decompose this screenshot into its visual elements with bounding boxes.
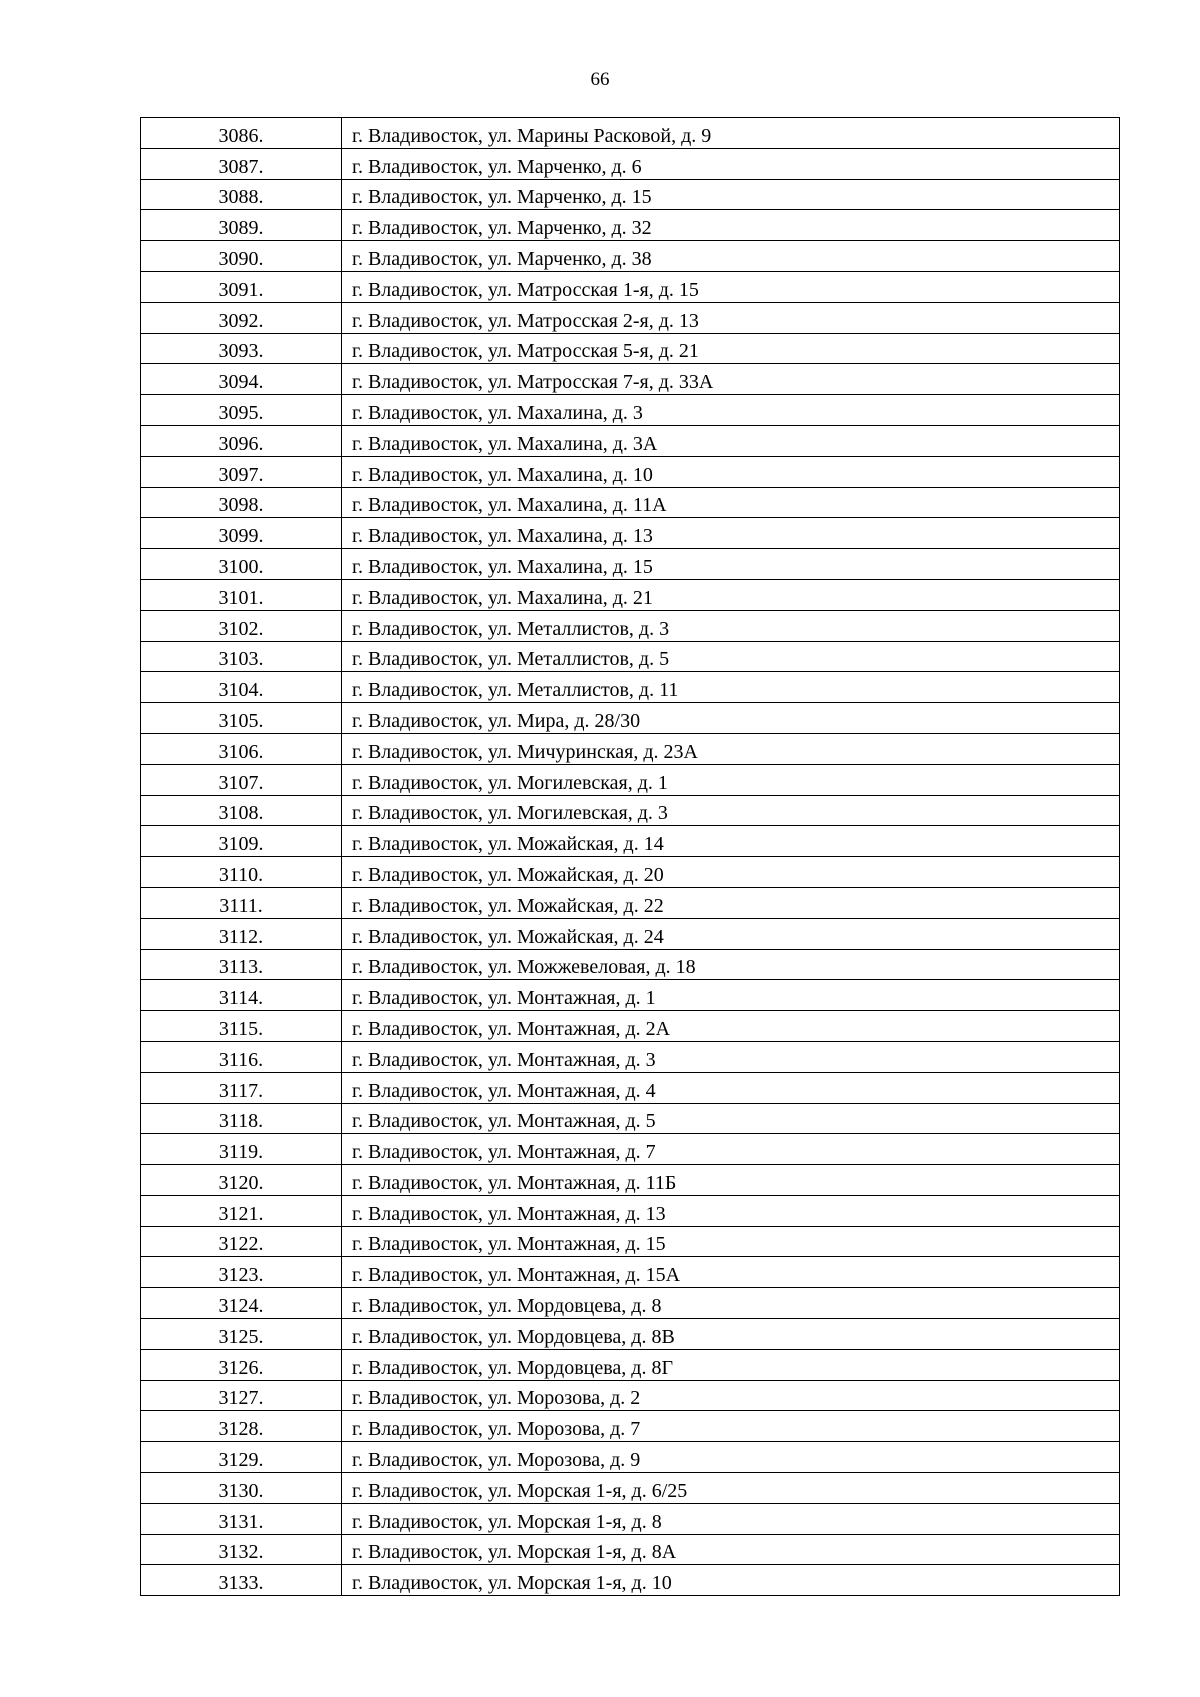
row-number: 3104.	[218, 679, 264, 702]
row-number: 3108.	[218, 802, 264, 825]
row-number-cell	[141, 579, 342, 610]
row-number-cell	[141, 425, 342, 456]
table-row	[141, 1411, 1120, 1442]
address-text: г. Владивосток, ул. Морозова, д. 7	[352, 1418, 641, 1441]
row-number-cell	[141, 703, 342, 734]
address-cell	[342, 1411, 1120, 1442]
address-text: г. Владивосток, ул. Марченко, д. 38	[352, 247, 652, 270]
address-cell	[342, 456, 1120, 487]
row-number-cell	[141, 456, 342, 487]
address-text: г. Владивосток, ул. Махалина, д. 11А	[352, 494, 667, 517]
table-row	[141, 1565, 1120, 1596]
address-text: г. Владивосток, ул. Махалина, д. 3А	[352, 432, 658, 455]
row-number: 3126.	[218, 1356, 264, 1379]
row-number-cell	[141, 1349, 342, 1380]
table-row	[141, 1534, 1120, 1565]
row-number: 3096.	[218, 432, 264, 455]
row-number-cell	[141, 857, 342, 888]
address-text: г. Владивосток, ул. Матросская 1-я, д. 15	[352, 278, 699, 301]
address-text: г. Владивосток, ул. Можайская, д. 14	[352, 833, 664, 856]
address-text: г. Владивосток, ул. Махалина, д. 21	[352, 586, 653, 609]
table-row	[141, 1319, 1120, 1350]
row-number-cell	[141, 1380, 342, 1411]
row-number-cell	[141, 733, 342, 764]
row-number: 3106.	[218, 740, 264, 763]
row-number: 3090.	[218, 247, 264, 270]
table-row	[141, 364, 1120, 395]
row-number: 3105.	[218, 709, 264, 732]
address-cell	[342, 1473, 1120, 1504]
address-cell	[342, 918, 1120, 949]
row-number: 3119.	[218, 1141, 264, 1164]
row-number: 3113.	[218, 956, 264, 979]
table-row	[141, 949, 1120, 980]
row-number-cell	[141, 1134, 342, 1165]
row-number: 3092.	[218, 309, 264, 332]
address-cell	[342, 764, 1120, 795]
row-number: 3107.	[218, 771, 264, 794]
address-cell	[342, 1534, 1120, 1565]
table-row	[141, 271, 1120, 302]
row-number: 3122.	[218, 1233, 264, 1256]
row-number-cell	[141, 1288, 342, 1319]
address-cell	[342, 1226, 1120, 1257]
row-number: 3109.	[218, 833, 264, 856]
address-text: г. Владивосток, ул. Монтажная, д. 5	[352, 1110, 656, 1133]
table-row	[141, 918, 1120, 949]
address-cell	[342, 271, 1120, 302]
address-cell	[342, 1195, 1120, 1226]
address-cell	[342, 302, 1120, 333]
address-cell	[342, 579, 1120, 610]
table-row	[141, 1072, 1120, 1103]
address-table	[140, 117, 1120, 1596]
row-number-cell	[141, 1503, 342, 1534]
row-number-cell	[141, 826, 342, 857]
row-number-cell	[141, 610, 342, 641]
table-row	[141, 549, 1120, 580]
address-text: г. Владивосток, ул. Морозова, д. 2	[352, 1387, 641, 1410]
address-cell	[342, 364, 1120, 395]
row-number-cell	[141, 1103, 342, 1134]
address-text: г. Владивосток, ул. Матросская 7-я, д. 33А	[352, 371, 714, 394]
address-text: г. Владивосток, ул. Морская 1-я, д. 8А	[352, 1541, 677, 1564]
row-number: 3110.	[218, 863, 264, 886]
address-cell	[342, 118, 1120, 149]
row-number: 3132.	[218, 1541, 264, 1564]
row-number-cell	[141, 764, 342, 795]
row-number: 3125.	[218, 1325, 264, 1348]
row-number: 3124.	[218, 1295, 264, 1318]
table-row	[141, 1349, 1120, 1380]
address-text: г. Владивосток, ул. Махалина, д. 10	[352, 463, 653, 486]
table-row	[141, 733, 1120, 764]
row-number: 3129.	[218, 1449, 264, 1472]
row-number-cell	[141, 271, 342, 302]
table-row	[141, 672, 1120, 703]
address-text: г. Владивосток, ул. Морская 1-я, д. 10	[352, 1572, 672, 1595]
row-number: 3095.	[218, 401, 264, 424]
row-number: 3131.	[218, 1510, 264, 1533]
row-number-cell	[141, 949, 342, 980]
table-row	[141, 1165, 1120, 1196]
address-text: г. Владивосток, ул. Монтажная, д. 11Б	[352, 1171, 677, 1194]
table-row	[141, 1380, 1120, 1411]
row-number: 3130.	[218, 1479, 264, 1502]
address-cell	[342, 610, 1120, 641]
table-row	[141, 179, 1120, 210]
address-text: г. Владивосток, ул. Марины Расковой, д. 9	[352, 124, 712, 147]
table-row	[141, 857, 1120, 888]
address-text: г. Владивосток, ул. Монтажная, д. 2А	[352, 1017, 671, 1040]
row-number: 3133.	[218, 1572, 264, 1595]
row-number: 3115.	[218, 1017, 264, 1040]
row-number-cell	[141, 210, 342, 241]
table-row	[141, 395, 1120, 426]
row-number-cell	[141, 1195, 342, 1226]
row-number: 3123.	[218, 1264, 264, 1287]
table-row	[141, 1041, 1120, 1072]
address-cell	[342, 1380, 1120, 1411]
table-row	[141, 579, 1120, 610]
address-text: г. Владивосток, ул. Можайская, д. 24	[352, 925, 664, 948]
address-text: г. Владивосток, ул. Мордовцева, д. 8В	[352, 1325, 675, 1348]
address-cell	[342, 1565, 1120, 1596]
address-cell	[342, 518, 1120, 549]
address-cell	[342, 857, 1120, 888]
table-row	[141, 1288, 1120, 1319]
row-number-cell	[141, 1072, 342, 1103]
address-cell	[342, 703, 1120, 734]
address-cell	[342, 1503, 1120, 1534]
row-number: 3102.	[218, 617, 264, 640]
row-number-cell	[141, 395, 342, 426]
row-number: 3088.	[218, 186, 264, 209]
address-text: г. Владивосток, ул. Монтажная, д. 7	[352, 1141, 656, 1164]
table-row	[141, 1103, 1120, 1134]
row-number: 3103.	[218, 648, 264, 671]
address-text: г. Владивосток, ул. Монтажная, д. 15	[352, 1233, 666, 1256]
row-number-cell	[141, 549, 342, 580]
row-number-cell	[141, 672, 342, 703]
address-cell	[342, 1257, 1120, 1288]
row-number: 3098.	[218, 494, 264, 517]
address-text: г. Владивосток, ул. Махалина, д. 15	[352, 555, 653, 578]
row-number-cell	[141, 487, 342, 518]
address-cell	[342, 826, 1120, 857]
address-text: г. Владивосток, ул. Марченко, д. 32	[352, 217, 652, 240]
row-number-cell	[141, 641, 342, 672]
address-cell	[342, 179, 1120, 210]
table-row	[141, 1442, 1120, 1473]
row-number-cell	[141, 364, 342, 395]
address-text: г. Владивосток, ул. Монтажная, д. 13	[352, 1202, 666, 1225]
row-number: 3112.	[218, 925, 264, 948]
row-number-cell	[141, 518, 342, 549]
row-number: 3114.	[218, 987, 264, 1010]
row-number-cell	[141, 179, 342, 210]
table-row	[141, 456, 1120, 487]
address-text: г. Владивосток, ул. Монтажная, д. 15А	[352, 1264, 681, 1287]
address-text: г. Владивосток, ул. Мира, д. 28/30	[352, 709, 641, 732]
address-cell	[342, 733, 1120, 764]
row-number-cell	[141, 302, 342, 333]
address-text: г. Владивосток, ул. Морская 1-я, д. 8	[352, 1510, 662, 1533]
address-cell	[342, 425, 1120, 456]
row-number: 3118.	[218, 1110, 264, 1133]
row-number-cell	[141, 1442, 342, 1473]
table-row	[141, 148, 1120, 179]
address-cell	[342, 1288, 1120, 1319]
address-cell	[342, 795, 1120, 826]
row-number: 3116.	[218, 1048, 264, 1071]
address-text: г. Владивосток, ул. Мордовцева, д. 8	[352, 1295, 662, 1318]
row-number: 3127.	[218, 1387, 264, 1410]
address-cell	[342, 395, 1120, 426]
address-text: г. Владивосток, ул. Можайская, д. 22	[352, 894, 664, 917]
row-number-cell	[141, 148, 342, 179]
row-number: 3128.	[218, 1418, 264, 1441]
row-number-cell	[141, 1319, 342, 1350]
table-row	[141, 610, 1120, 641]
row-number: 3093.	[218, 340, 264, 363]
table-body	[141, 118, 1120, 1596]
address-cell	[342, 487, 1120, 518]
table-row	[141, 1473, 1120, 1504]
row-number: 3089.	[218, 217, 264, 240]
row-number: 3087.	[218, 155, 264, 178]
row-number: 3099.	[218, 525, 264, 548]
address-text: г. Владивосток, ул. Металлистов, д. 5	[352, 648, 670, 671]
address-text: г. Владивосток, ул. Можжевеловая, д. 18	[352, 956, 696, 979]
table-row	[141, 1257, 1120, 1288]
address-cell	[342, 148, 1120, 179]
table-row	[141, 1011, 1120, 1042]
address-cell	[342, 980, 1120, 1011]
row-number-cell	[141, 1011, 342, 1042]
row-number-cell	[141, 118, 342, 149]
row-number-cell	[141, 1565, 342, 1596]
table-row	[141, 703, 1120, 734]
table-row	[141, 333, 1120, 364]
row-number: 3101.	[218, 586, 264, 609]
address-cell	[342, 1134, 1120, 1165]
address-cell	[342, 1011, 1120, 1042]
table-row	[141, 302, 1120, 333]
table-row	[141, 1503, 1120, 1534]
row-number-cell	[141, 795, 342, 826]
row-number-cell	[141, 1041, 342, 1072]
address-cell	[342, 672, 1120, 703]
row-number: 3117.	[218, 1079, 264, 1102]
table-row	[141, 241, 1120, 272]
address-cell	[342, 1442, 1120, 1473]
address-text: г. Владивосток, ул. Морозова, д. 9	[352, 1449, 641, 1472]
table-row	[141, 887, 1120, 918]
address-cell	[342, 241, 1120, 272]
table-row	[141, 764, 1120, 795]
page-number: 66	[590, 69, 610, 90]
address-text: г. Владивосток, ул. Марченко, д. 15	[352, 186, 652, 209]
address-text: г. Владивосток, ул. Марченко, д. 6	[352, 155, 642, 178]
address-cell	[342, 333, 1120, 364]
address-text: г. Владивосток, ул. Мичуринская, д. 23А	[352, 740, 698, 763]
address-cell	[342, 1165, 1120, 1196]
row-number-cell	[141, 333, 342, 364]
address-cell	[342, 1103, 1120, 1134]
address-text: г. Владивосток, ул. Могилевская, д. 3	[352, 802, 668, 825]
address-text: г. Владивосток, ул. Монтажная, д. 1	[352, 987, 656, 1010]
table-row	[141, 518, 1120, 549]
row-number: 3097.	[218, 463, 264, 486]
address-text: г. Владивосток, ул. Махалина, д. 13	[352, 525, 653, 548]
row-number: 3086.	[218, 124, 264, 147]
address-text: г. Владивосток, ул. Металлистов, д. 3	[352, 617, 670, 640]
address-text: г. Владивосток, ул. Могилевская, д. 1	[352, 771, 668, 794]
address-text: г. Владивосток, ул. Монтажная, д. 4	[352, 1079, 656, 1102]
address-cell	[342, 887, 1120, 918]
row-number: 3094.	[218, 371, 264, 394]
address-cell	[342, 1072, 1120, 1103]
address-text: г. Владивосток, ул. Можайская, д. 20	[352, 863, 664, 886]
table-row	[141, 1134, 1120, 1165]
table-row	[141, 826, 1120, 857]
address-cell	[342, 549, 1120, 580]
table-row	[141, 425, 1120, 456]
row-number: 3111.	[219, 894, 263, 917]
address-text: г. Владивосток, ул. Мордовцева, д. 8Г	[352, 1356, 674, 1379]
row-number-cell	[141, 1473, 342, 1504]
address-text: г. Владивосток, ул. Монтажная, д. 3	[352, 1048, 656, 1071]
table-row	[141, 210, 1120, 241]
row-number-cell	[141, 918, 342, 949]
row-number-cell	[141, 241, 342, 272]
row-number: 3120.	[218, 1171, 264, 1194]
table-row	[141, 795, 1120, 826]
address-cell	[342, 1041, 1120, 1072]
address-cell	[342, 949, 1120, 980]
address-text: г. Владивосток, ул. Металлистов, д. 11	[352, 679, 679, 702]
address-cell	[342, 641, 1120, 672]
address-cell	[342, 210, 1120, 241]
table-row	[141, 118, 1120, 149]
table-row	[141, 1195, 1120, 1226]
table-row	[141, 980, 1120, 1011]
row-number-cell	[141, 1257, 342, 1288]
address-text: г. Владивосток, ул. Матросская 2-я, д. 13	[352, 309, 699, 332]
row-number-cell	[141, 1226, 342, 1257]
row-number-cell	[141, 887, 342, 918]
table-row	[141, 487, 1120, 518]
table-row	[141, 641, 1120, 672]
address-text: г. Владивосток, ул. Махалина, д. 3	[352, 401, 643, 424]
address-cell	[342, 1349, 1120, 1380]
row-number: 3091.	[218, 278, 264, 301]
row-number: 3121.	[218, 1202, 264, 1225]
address-text: г. Владивосток, ул. Матросская 5-я, д. 21	[352, 340, 699, 363]
table-row	[141, 1226, 1120, 1257]
address-text: г. Владивосток, ул. Морская 1-я, д. 6/25	[352, 1479, 688, 1502]
row-number-cell	[141, 1534, 342, 1565]
row-number-cell	[141, 980, 342, 1011]
address-cell	[342, 1319, 1120, 1350]
row-number: 3100.	[218, 555, 264, 578]
row-number-cell	[141, 1411, 342, 1442]
row-number-cell	[141, 1165, 342, 1196]
